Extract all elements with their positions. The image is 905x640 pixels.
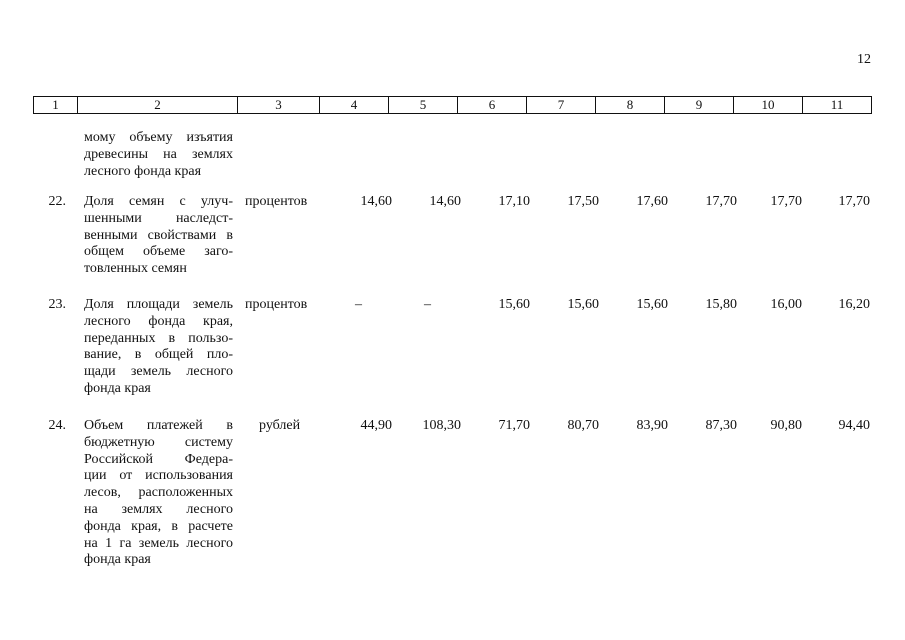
desc-line: товленных семян <box>84 261 187 277</box>
desc-line: вание, в общей пло- <box>84 347 233 363</box>
desc-line: лесного фонда края, <box>84 313 233 329</box>
header-col-9: 9 <box>665 97 734 114</box>
row-number: 24. <box>48 418 66 433</box>
value-col-11: 94,40 <box>838 418 870 433</box>
desc-line: мому объему изъятия <box>84 130 233 145</box>
header-col-8: 8 <box>596 97 665 114</box>
value-col-7: 80,70 <box>567 418 599 433</box>
value-col-11: 17,70 <box>838 194 870 209</box>
value-col-8: 17,60 <box>636 194 668 209</box>
header-col-10: 10 <box>734 97 803 114</box>
value-col-5: 108,30 <box>422 418 461 433</box>
desc-line: Доля площади земель <box>84 297 233 312</box>
row-description <box>84 418 233 569</box>
header-col-2: 2 <box>78 97 238 114</box>
value-col-5: – <box>424 297 431 312</box>
desc-line: переданных в пользо- <box>84 330 233 346</box>
desc-line: на землях лесного <box>84 501 233 517</box>
value-col-9: 87,30 <box>705 418 737 433</box>
value-col-9: 15,80 <box>705 297 737 312</box>
header-col-1: 1 <box>34 97 78 114</box>
row-unit: процентов <box>245 194 308 209</box>
value-col-10: 16,00 <box>770 297 802 312</box>
header-col-5: 5 <box>389 97 458 114</box>
continuation-description <box>84 130 233 180</box>
desc-line: Объем платежей в <box>84 418 233 433</box>
column-numbers-header <box>33 96 872 114</box>
desc-line: древесины на землях <box>84 146 233 162</box>
desc-line: общем объеме заго- <box>84 244 233 260</box>
desc-line: венными свойствами в <box>84 227 233 243</box>
value-col-4: 44,90 <box>360 418 392 433</box>
value-col-6: 17,10 <box>498 194 530 209</box>
desc-line: лесов, расположенных <box>84 485 233 501</box>
desc-line: фонда края <box>84 552 151 568</box>
desc-line: фонда края <box>84 380 151 396</box>
value-col-9: 17,70 <box>705 194 737 209</box>
header-col-6: 6 <box>458 97 527 114</box>
value-col-11: 16,20 <box>838 297 870 312</box>
value-col-7: 17,50 <box>567 194 599 209</box>
desc-line: Доля семян с улуч- <box>84 194 233 209</box>
desc-line: шенными наследст- <box>84 210 233 226</box>
desc-line: фонда края, в расчете <box>84 518 233 534</box>
desc-line: щади земель лесного <box>84 364 233 380</box>
header-col-4: 4 <box>320 97 389 114</box>
value-col-8: 15,60 <box>636 297 668 312</box>
header-col-7: 7 <box>527 97 596 114</box>
row-number: 23. <box>48 297 66 312</box>
desc-line: лесного фонда края <box>84 163 202 179</box>
value-col-5: 14,60 <box>429 194 461 209</box>
row-unit: процентов <box>245 297 308 312</box>
header-col-3: 3 <box>238 97 320 114</box>
page-number: 12 <box>857 52 871 67</box>
value-col-10: 17,70 <box>770 194 802 209</box>
value-col-10: 90,80 <box>770 418 802 433</box>
value-col-7: 15,60 <box>567 297 599 312</box>
value-col-8: 83,90 <box>636 418 668 433</box>
desc-line: ции от использования <box>84 468 233 484</box>
desc-line: Российской Федера- <box>84 451 233 467</box>
value-col-6: 15,60 <box>498 297 530 312</box>
row-description <box>84 297 233 398</box>
header-col-11: 11 <box>803 97 872 114</box>
value-col-4: – <box>355 297 362 312</box>
desc-line: на 1 га земель лесного <box>84 535 233 551</box>
desc-line: бюджетную систему <box>84 434 233 450</box>
row-description <box>84 194 233 278</box>
value-col-6: 71,70 <box>498 418 530 433</box>
value-col-4: 14,60 <box>360 194 392 209</box>
row-number: 22. <box>48 194 66 209</box>
row-unit: рублей <box>259 418 301 433</box>
